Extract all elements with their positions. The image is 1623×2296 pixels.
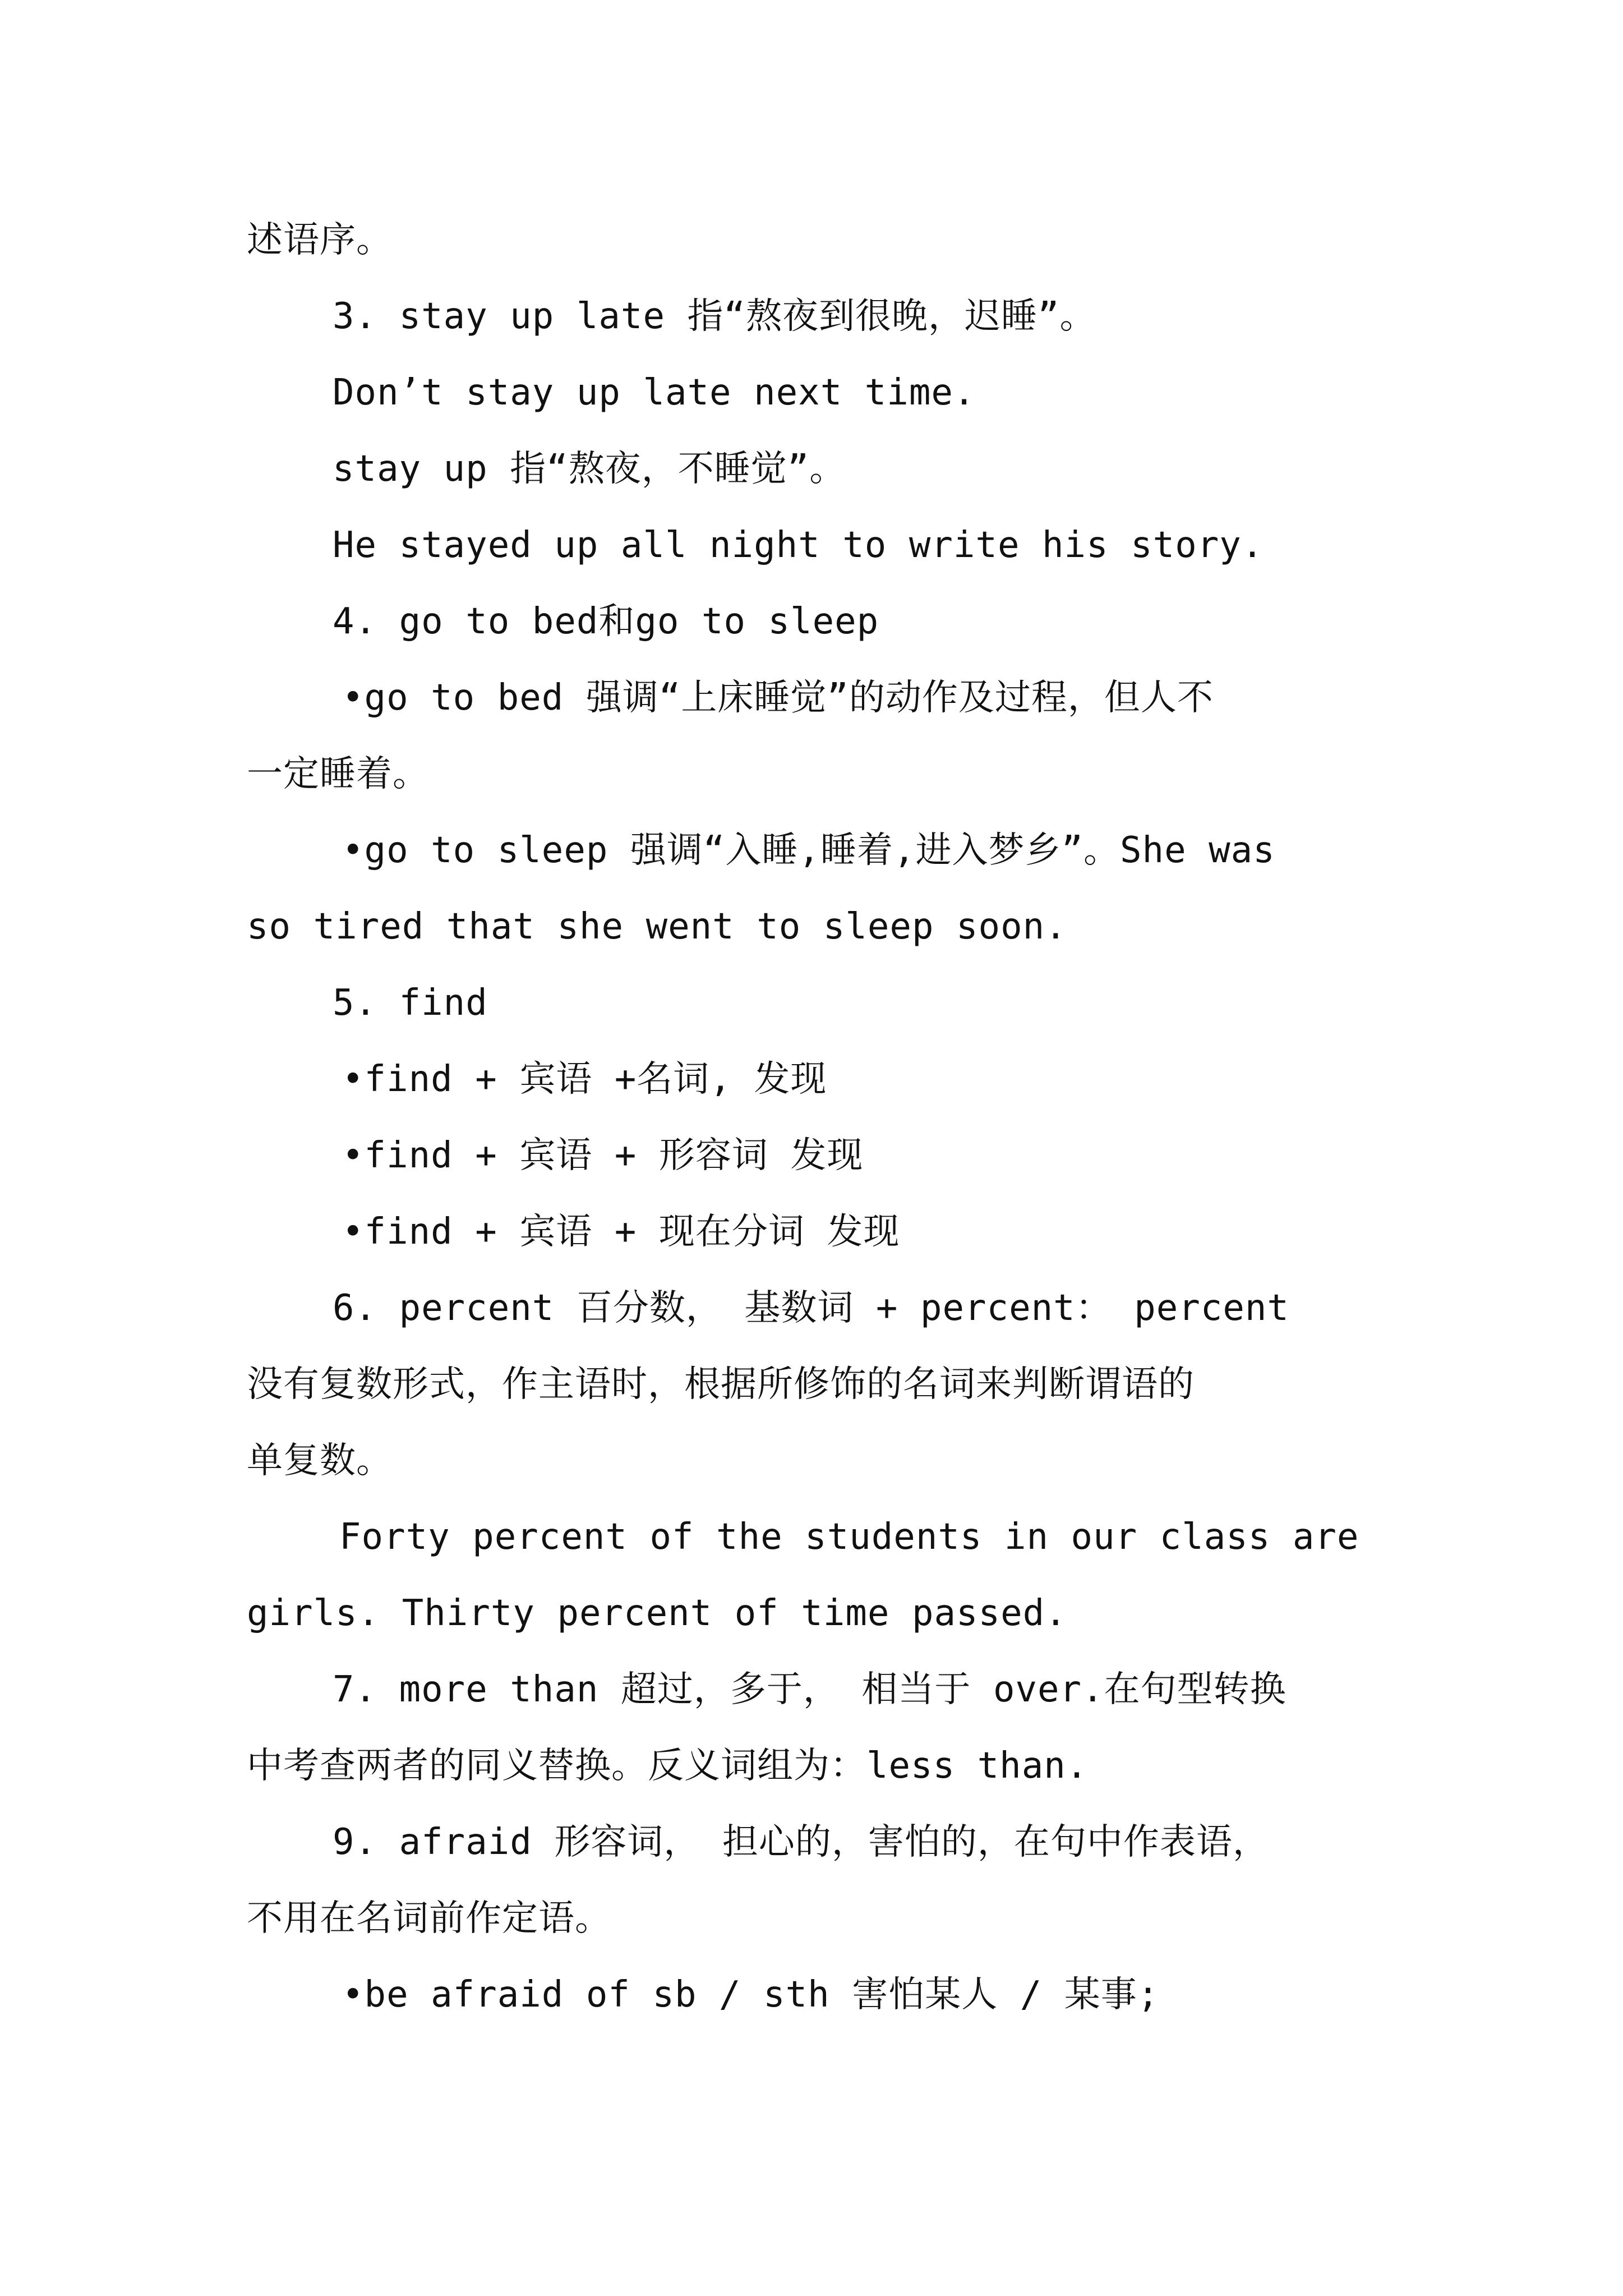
bullet-line: •be afraid of sb / sth 害怕某人 / 某事; <box>342 1974 1160 2016</box>
bullet-line: •find + 宾语 +名词, 发现 <box>342 1059 827 1100</box>
text-line-17: 单复数。 <box>247 1440 393 1481</box>
example-sentence: Forty percent of the students in our class are <box>339 1516 1359 1558</box>
text-line-10: so tired that she went to sleep soon. <box>247 906 1067 947</box>
bullet-line: •find + 宾语 + 现在分词 发现 <box>342 1211 900 1253</box>
example-sentence: girls. Thirty percent of time passed. <box>247 1593 1067 1634</box>
text-line-8: 一定睡着。 <box>247 753 429 795</box>
example-sentence: Don’t stay up late next time. <box>333 372 976 413</box>
item-7-heading: 7. more than 超过，多于， 相当于 over.在句型转换 <box>333 1669 1287 1710</box>
item-4-heading: 4. go to bed和go to sleep <box>333 601 879 642</box>
text-line-4: stay up 指“熬夜，不睡觉”。 <box>333 448 846 490</box>
item-5-heading: 5. find <box>333 982 488 1024</box>
text-line-1: 述语序。 <box>247 219 393 261</box>
item-6-heading: 6. percent 百分数， 基数词 + percent： percent <box>333 1287 1289 1329</box>
text-line-21: 中考查两者的同义替换。反义词组为：less than. <box>247 1745 1089 1787</box>
bullet-line: •go to bed 强调“上床睡觉”的动作及过程，但人不 <box>342 677 1214 719</box>
text-line-23: 不用在名词前作定语。 <box>247 1898 611 1939</box>
item-9-heading: 9. afraid 形容词， 担心的，害怕的，在句中作表语， <box>333 1821 1269 1863</box>
text-line-16: 没有复数形式，作主语时，根据所修饰的名词来判断谓语的 <box>247 1364 1195 1405</box>
bullet-line: •find + 宾语 + 形容词 发现 <box>342 1135 864 1176</box>
item-3-heading: 3. stay up late 指“熬夜到很晚，迟睡”。 <box>333 296 1096 337</box>
example-sentence: He stayed up all night to write his story. <box>333 524 1264 566</box>
bullet-line: •go to sleep 强调“入睡,睡着,进入梦乡”。She was <box>342 830 1275 871</box>
